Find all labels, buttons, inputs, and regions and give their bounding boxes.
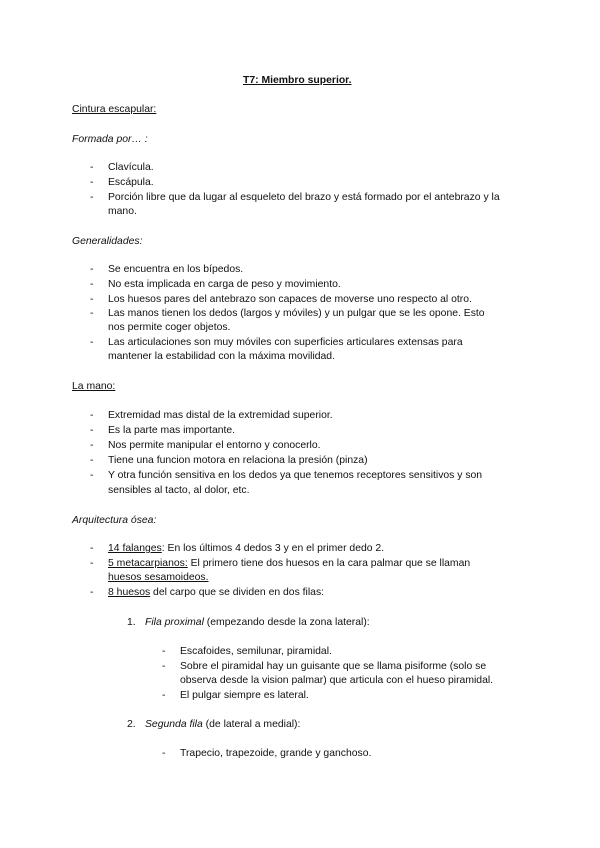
numbered-label-2: 2. bbox=[127, 719, 136, 730]
list-item: Las manos tienen los dedos (largos y móviles) y un pulgar que se les opone. Esto bbox=[108, 308, 485, 319]
list-item-huesos bbox=[108, 585, 324, 600]
bullet-dash: - bbox=[90, 162, 94, 173]
list-item-falanges bbox=[108, 541, 384, 556]
list-item: Clavícula. bbox=[108, 162, 154, 173]
list-item: Escápula. bbox=[108, 177, 154, 188]
subheading-formada: Formada por… : bbox=[72, 134, 148, 145]
subheading-arquitectura: Arquitectura ósea: bbox=[72, 515, 157, 526]
bullet-dash: - bbox=[90, 440, 94, 451]
section-heading-mano: La mano: bbox=[72, 381, 116, 392]
bullet-dash: - bbox=[162, 748, 166, 759]
subheading-generalidades: Generalidades: bbox=[72, 236, 143, 247]
bullet-dash: - bbox=[90, 294, 94, 305]
list-item: Es la parte mas importante. bbox=[108, 425, 236, 436]
bullet-dash: - bbox=[90, 192, 94, 203]
segunda-fila-text: (de lateral a medial): bbox=[202, 719, 301, 730]
segunda-fila-heading bbox=[145, 717, 300, 732]
bullet-dash: - bbox=[162, 690, 166, 701]
list-item: Trapecio, trapezoide, grande y ganchoso. bbox=[180, 748, 372, 759]
section-heading-cintura: Cintura escapular: bbox=[72, 104, 157, 115]
fila-proximal-term: Fila proximal bbox=[145, 617, 204, 628]
list-item: Se encuentra en los bípedos. bbox=[108, 264, 244, 275]
bullet-dash: - bbox=[90, 177, 94, 188]
bullet-dash: - bbox=[90, 425, 94, 436]
bullet-dash: - bbox=[90, 410, 94, 421]
bullet-dash: - bbox=[162, 646, 166, 657]
list-item-continuation: mantener la estabilidad con la máxima movilidad. bbox=[108, 351, 335, 362]
list-item: Escafoides, semilunar, piramidal. bbox=[180, 646, 332, 657]
list-item-continuation: nos permite coger objetos. bbox=[108, 322, 231, 333]
huesos-term: 8 huesos bbox=[108, 587, 151, 598]
list-item: Nos permite manipular el entorno y conocerlo. bbox=[108, 440, 321, 451]
fila-proximal-text: (empezando desde la zona lateral): bbox=[203, 617, 370, 628]
list-item: Extremidad mas distal de la extremidad superior. bbox=[108, 410, 333, 421]
numbered-label-1: 1. bbox=[127, 617, 136, 628]
sesamoideos-term: huesos sesamoideos. bbox=[108, 572, 209, 583]
segunda-fila-term: Segunda fila bbox=[145, 719, 203, 730]
bullet-dash: - bbox=[90, 337, 94, 348]
list-item: Sobre el piramidal hay un guisante que se llama pisiforme (solo se bbox=[180, 661, 487, 672]
falanges-term: 14 falanges bbox=[108, 543, 162, 554]
list-item: El pulgar siempre es lateral. bbox=[180, 690, 309, 701]
huesos-text: del carpo que se dividen en dos filas: bbox=[150, 587, 325, 598]
bullet-dash: - bbox=[90, 470, 94, 481]
bullet-dash: - bbox=[162, 661, 166, 672]
list-item: No esta implicada en carga de peso y movimiento. bbox=[108, 279, 341, 290]
metacarpianos-text: El primero tiene dos huesos en la cara palmar que se llaman bbox=[187, 558, 471, 569]
fila-proximal-heading bbox=[145, 615, 370, 630]
list-item-continuation: mano. bbox=[108, 206, 137, 217]
bullet-dash: - bbox=[90, 587, 94, 598]
bullet-dash: - bbox=[90, 455, 94, 466]
list-item-continuation: sensibles al tacto, al dolor, etc. bbox=[108, 485, 250, 496]
list-item: Las articulaciones son muy móviles con superficies articulares extensas para bbox=[108, 337, 463, 348]
list-item: Porción libre que da lugar al esqueleto del brazo y está formado por el antebrazo y la bbox=[108, 192, 500, 203]
list-item: Tiene una funcion motora en relaciona la presión (pinza) bbox=[108, 455, 368, 466]
bullet-dash: - bbox=[90, 308, 94, 319]
page-title: T7: Miembro superior. bbox=[243, 75, 352, 86]
list-item-continuation: observa desde la vision palmar) que articula con el hueso piramidal. bbox=[180, 675, 494, 686]
falanges-text: : En los últimos 4 dedos 3 y en el primer dedo 2. bbox=[161, 543, 385, 554]
metacarpianos-term: 5 metacarpianos: bbox=[108, 558, 188, 569]
list-item: Y otra función sensitiva en los dedos ya que tenemos receptores sensitivos y son bbox=[108, 470, 483, 481]
list-item-metacarpianos bbox=[108, 556, 470, 571]
bullet-dash: - bbox=[90, 558, 94, 569]
list-item: Los huesos pares del antebrazo son capaces de moverse uno respecto al otro. bbox=[108, 294, 472, 305]
bullet-dash: - bbox=[90, 279, 94, 290]
bullet-dash: - bbox=[90, 264, 94, 275]
bullet-dash: - bbox=[90, 543, 94, 554]
